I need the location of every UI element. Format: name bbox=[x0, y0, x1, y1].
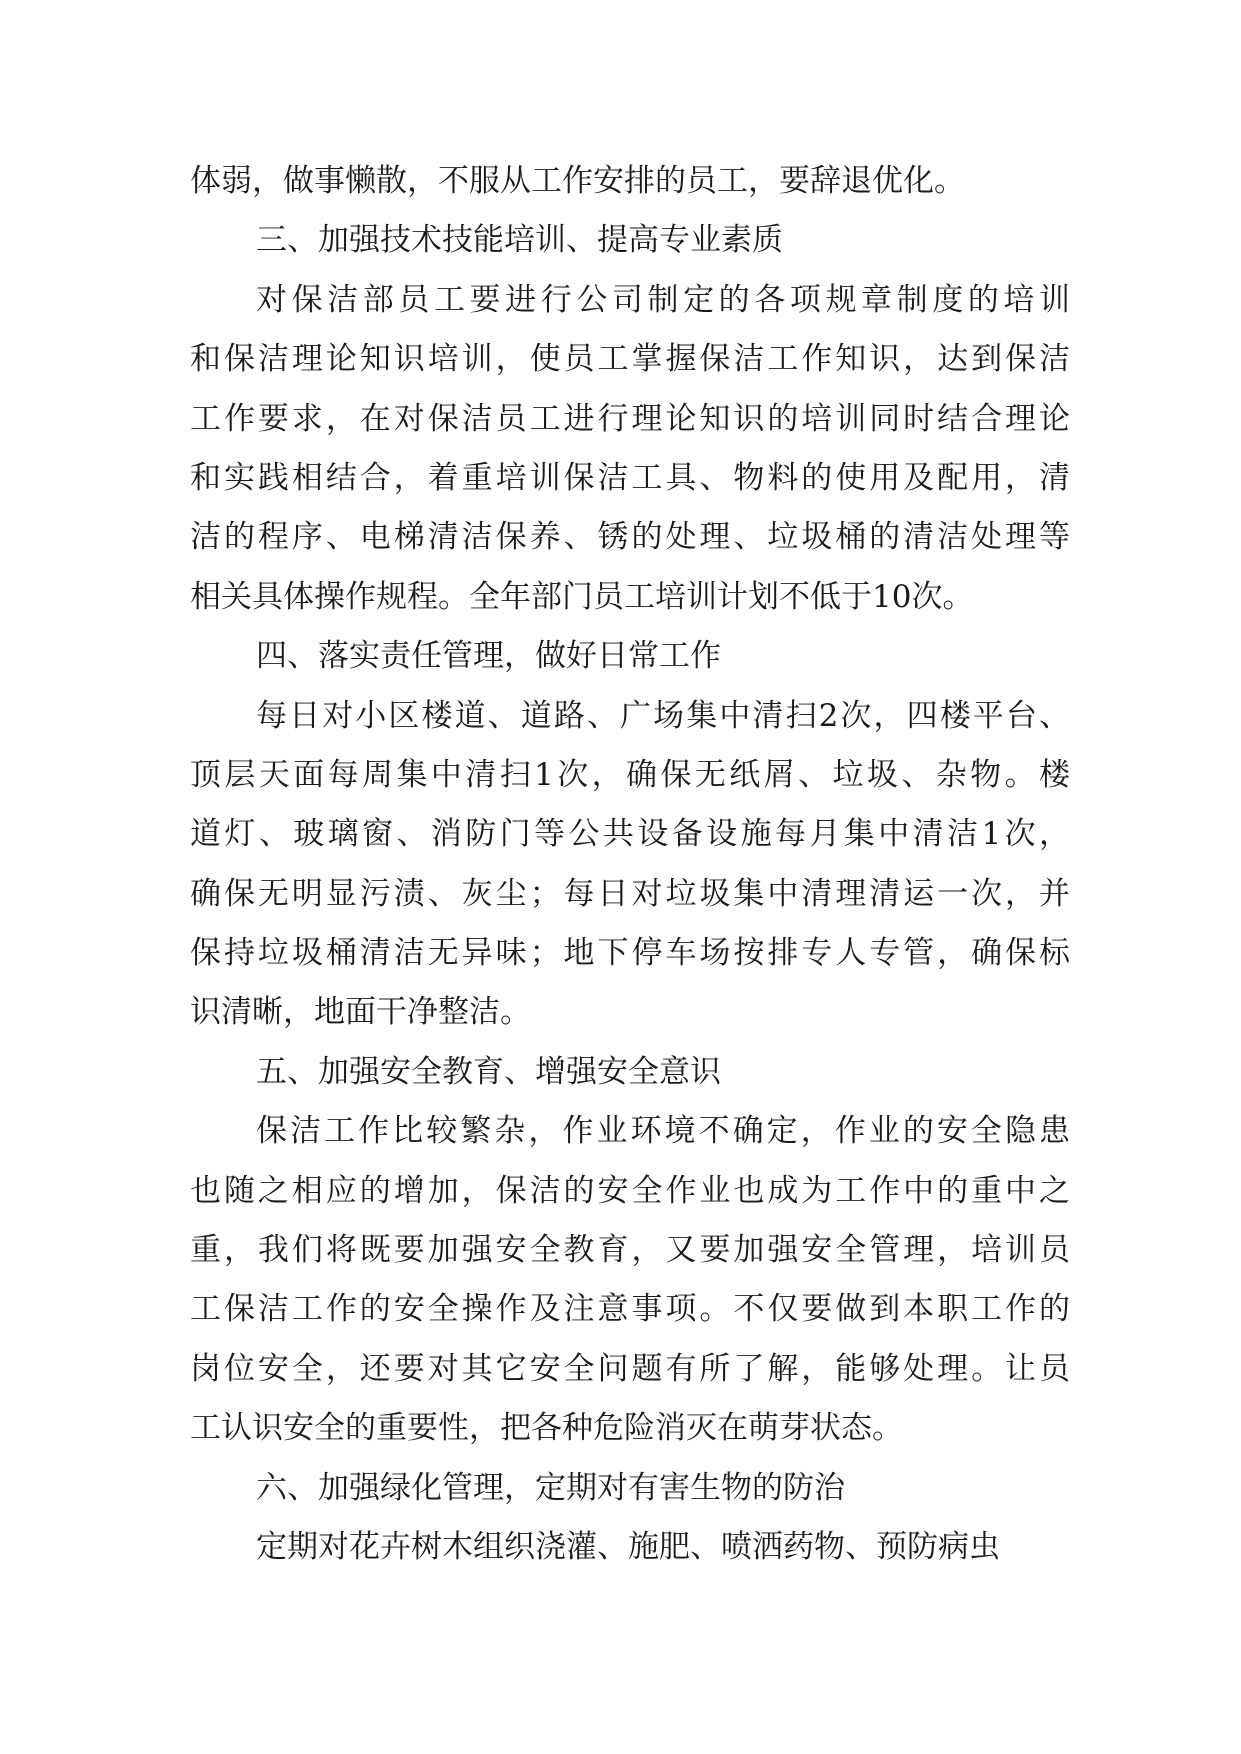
section-heading-3: 三、加强技术技能培训、提高专业素质 bbox=[256, 222, 783, 259]
paragraph-line: 顶层天面每周集中清扫1次，确保无纸屑、垃圾、杂物。楼 bbox=[190, 756, 1070, 793]
paragraph-line: 洁的程序、电梯清洁保养、锈的处理、垃圾桶的清洁处理等 bbox=[190, 519, 1070, 556]
paragraph-line: 定期对花卉树木组织浇灌、施肥、喷洒药物、预防病虫 bbox=[256, 1528, 1000, 1565]
paragraph-line: 重，我们将既要加强安全教育，又要加强安全管理，培训员 bbox=[190, 1232, 1070, 1269]
section-heading-5: 五、加强安全教育、增强安全意识 bbox=[256, 1053, 721, 1090]
paragraph-line: 确保无明显污渍、灰尘；每日对垃圾集中清理清运一次，并 bbox=[190, 875, 1070, 912]
paragraph-line: 工作要求，在对保洁员工进行理论知识的培训同时结合理论 bbox=[190, 400, 1070, 437]
paragraph-line: 和实践相结合，着重培训保洁工具、物料的使用及配用，清 bbox=[190, 459, 1070, 496]
section-heading-6: 六、加强绿化管理，定期对有害生物的防治 bbox=[256, 1469, 845, 1506]
section-heading-4: 四、落实责任管理，做好日常工作 bbox=[256, 638, 721, 675]
paragraph-line: 和保洁理论知识培训，使员工掌握保洁工作知识，达到保洁 bbox=[190, 341, 1070, 378]
paragraph-line: 保持垃圾桶清洁无异味；地下停车场按排专人专管，确保标 bbox=[190, 935, 1070, 972]
document-body bbox=[190, 152, 1070, 1577]
paragraph-line: 每日对小区楼道、道路、广场集中清扫2次，四楼平台、 bbox=[256, 697, 1070, 734]
paragraph-line: 相关具体操作规程。全年部门员工培训计划不低于10次。 bbox=[190, 578, 974, 615]
paragraph-line: 道灯、玻璃窗、消防门等公共设备设施每月集中清洁1次， bbox=[190, 816, 1070, 853]
paragraph-line: 工认识安全的重要性，把各种危险消灭在萌芽状态。 bbox=[190, 1410, 903, 1447]
paragraph-line: 保洁工作比较繁杂，作业环境不确定，作业的安全隐患 bbox=[256, 1113, 1070, 1150]
paragraph-line: 岗位安全，还要对其它安全问题有所了解，能够处理。让员 bbox=[190, 1350, 1070, 1387]
paragraph-line: 体弱，做事懒散，不服从工作安排的员工，要辞退优化。 bbox=[190, 163, 965, 199]
paragraph-line: 也随之相应的增加，保洁的安全作业也成为工作中的重中之 bbox=[190, 1172, 1070, 1209]
paragraph-line: 识清晰，地面干净整洁。 bbox=[190, 994, 531, 1031]
paragraph-line: 工保洁工作的安全操作及注意事项。不仅要做到本职工作的 bbox=[190, 1291, 1070, 1328]
paragraph-line: 对保洁部员工要进行公司制定的各项规章制度的培训 bbox=[256, 281, 1070, 318]
